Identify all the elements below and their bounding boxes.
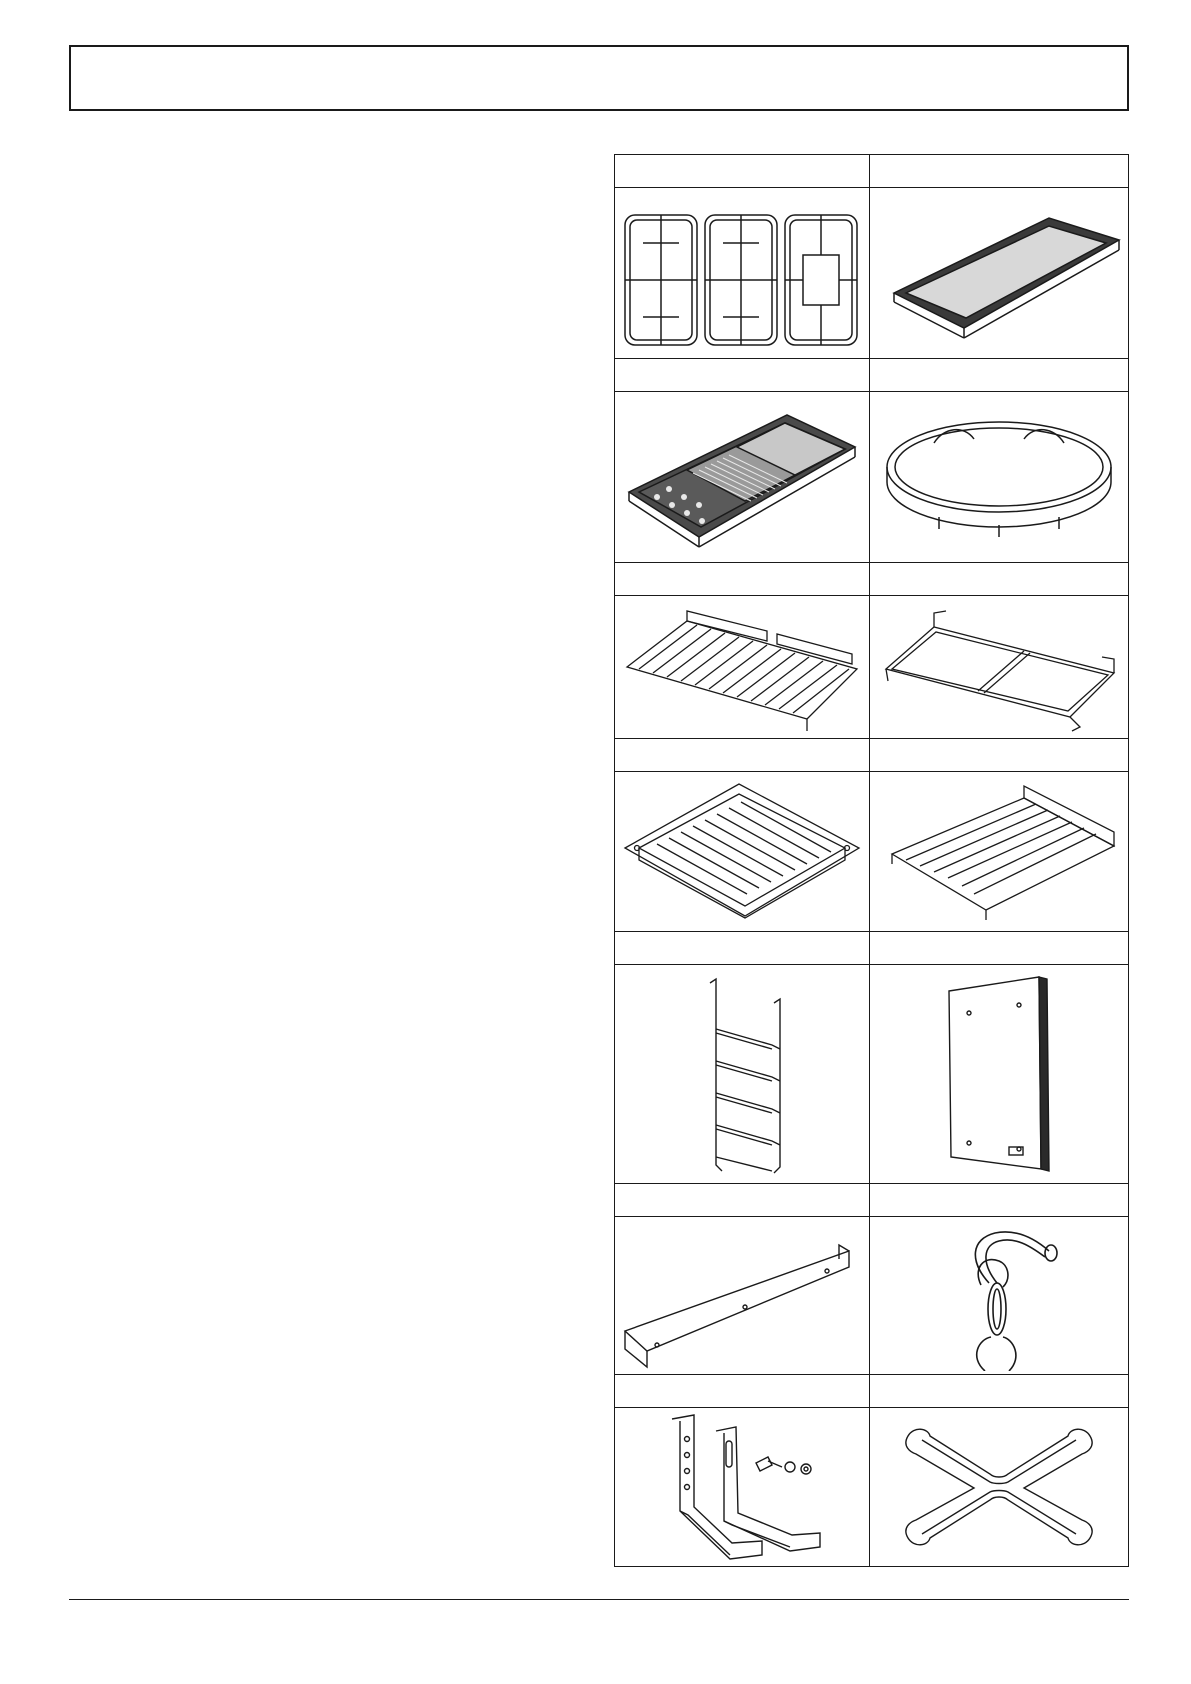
griddle-plate-icon <box>870 188 1128 358</box>
row-divider <box>615 562 1128 563</box>
teppan-yaki-icon <box>615 392 869 562</box>
body-text-column <box>69 150 589 1550</box>
footer-rule <box>69 1599 1129 1600</box>
chain-hook-icon <box>870 1217 1128 1374</box>
wire-rack-icon <box>870 772 1128 931</box>
row-divider <box>615 358 1128 359</box>
side-panel-icon <box>870 965 1128 1183</box>
grill-pan-icon <box>615 772 869 931</box>
accessories-table <box>614 154 1129 1567</box>
header-box <box>69 45 1129 111</box>
row-divider <box>615 738 1128 739</box>
pan-supports-icon <box>615 188 869 358</box>
plinth-bracket-icon <box>615 1217 869 1374</box>
row-divider <box>615 1374 1128 1375</box>
side-rack-icon <box>615 965 869 1183</box>
wok-ring-icon <box>870 392 1128 562</box>
oven-shelf-icon <box>615 596 869 738</box>
row-divider <box>615 1183 1128 1184</box>
simmer-plate-icon <box>870 1408 1128 1566</box>
stability-bracket-icon <box>615 1408 869 1566</box>
row-divider <box>615 931 1128 932</box>
split-shelf-icon <box>870 596 1128 738</box>
